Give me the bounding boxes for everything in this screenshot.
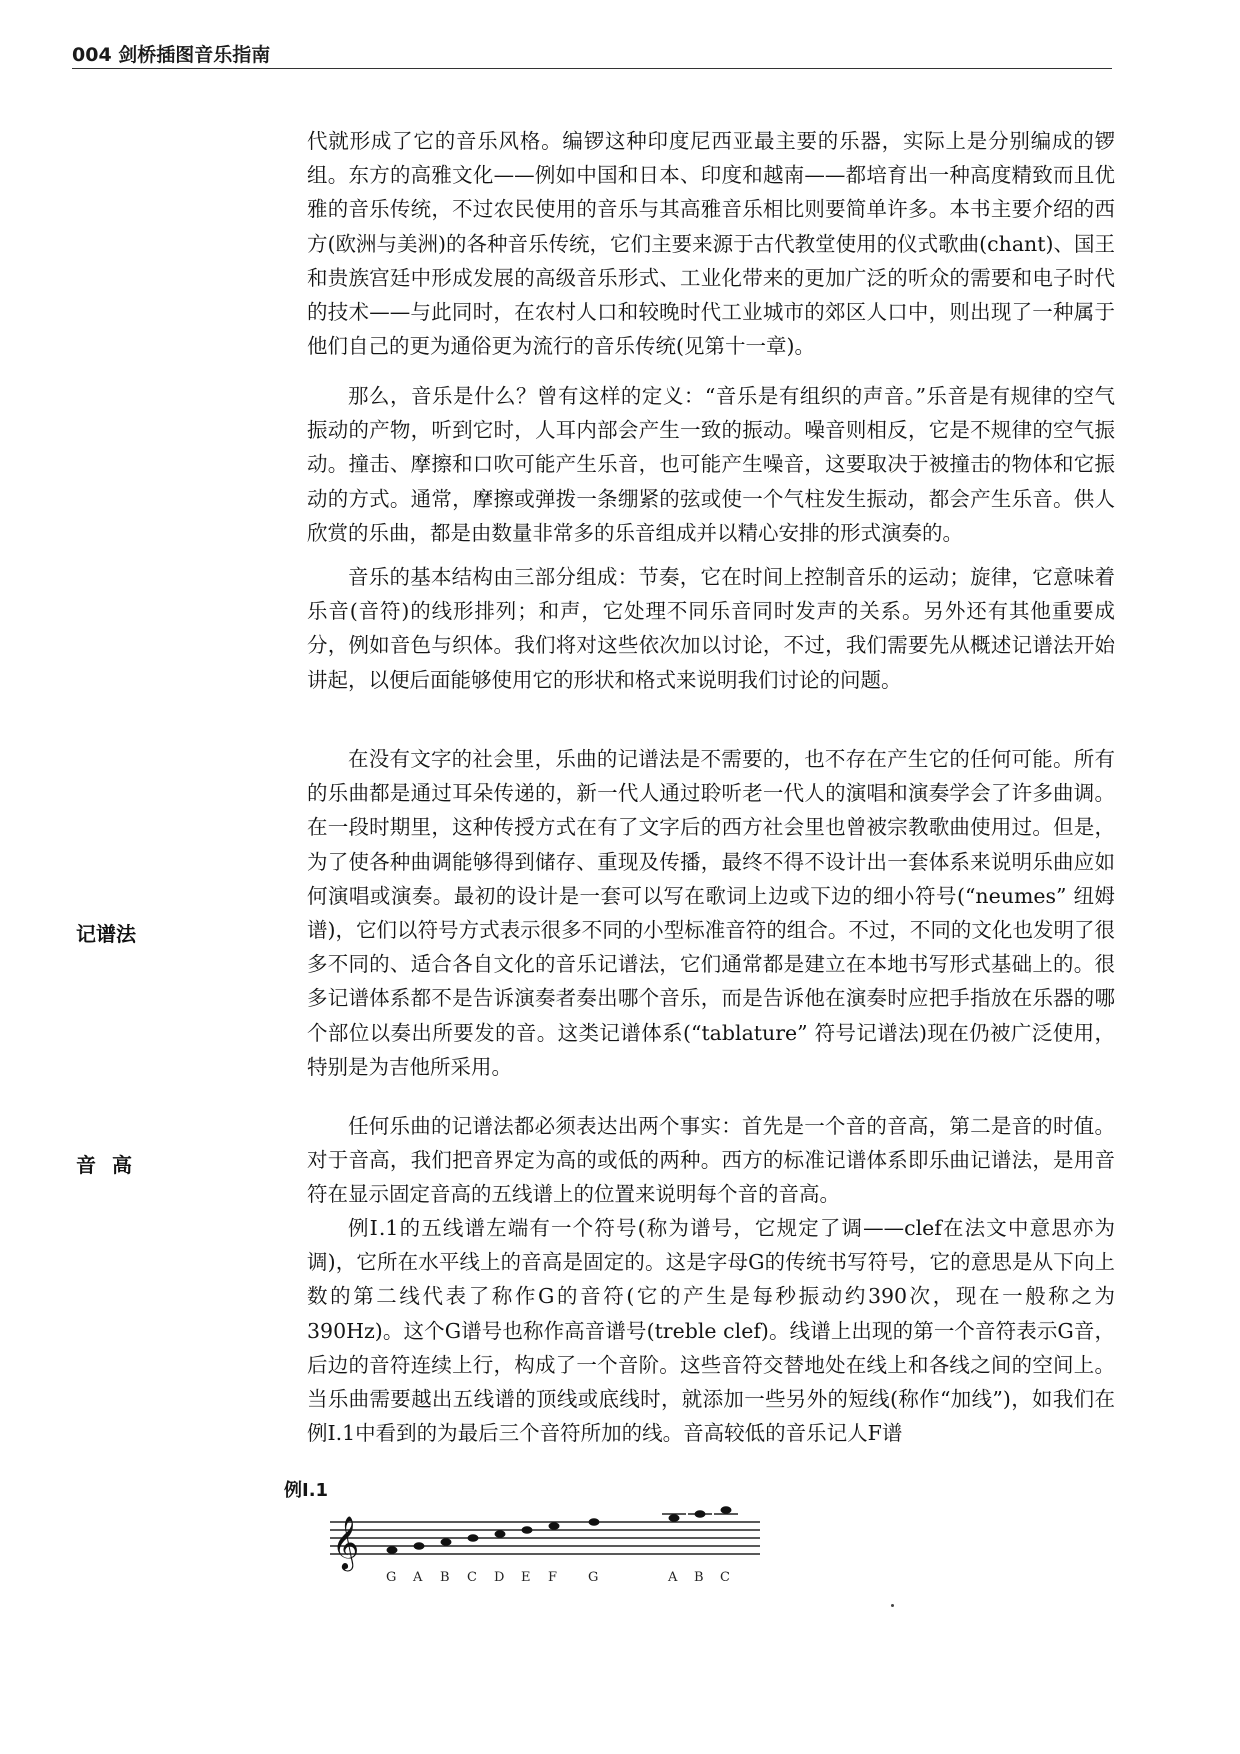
note-head [387, 1546, 398, 1554]
print-speck [891, 1604, 894, 1607]
note-name: E [521, 1570, 531, 1585]
note-name: A [413, 1570, 423, 1585]
note-head [695, 1510, 706, 1518]
header-rule [72, 68, 1112, 69]
sidebar-heading-pitch: 音高 [76, 1153, 148, 1177]
running-header [72, 40, 1112, 70]
treble-clef-icon: 𝄞 [332, 1515, 360, 1569]
note-head [721, 1506, 732, 1514]
note-head [589, 1518, 600, 1526]
note-head [414, 1542, 425, 1550]
note-head [669, 1514, 680, 1522]
paragraph-6: 例Ⅰ.1的五线谱左端有一个符号(称为谱号，它规定了调——clef在法文中意思亦为调)，它所在水平线上的音高是固定的。这是字母G的传统书写符号，它的意思是从下向上数的第二线代表了称作G的音符(它的产生是每秒振动约390次，现在一般称之为390Hz)。这个G谱号也称作高音谱号(treble clef)。线谱上出现的第一个音符表示G音，后边的音符连续上行，构成了一个音阶。这些音符交替地处在线上和各线之间的空间上。当乐曲需要越出五线谱的顶线或底线时，就添加一些另外的短线(称作“加线”)，如我们在例Ⅰ.1中看到的为最后三个音符所加的线。音高较低的音乐记人F谱 [307, 1216, 1115, 1446]
note-name: D [494, 1570, 505, 1585]
paragraph-4: 在没有文字的社会里，乐曲的记谱法是不需要的，也不存在产生它的任何可能。所有的乐曲都是通过耳朵传递的，新一代人通过聆听老一代人的演唱和演奏学会了许多曲调。在一段时期里，这种传授方式在有了文字后的西方社会里也曾被宗教歌曲使用过。但是，为了使各种曲调能够得到储存、重现及传播，最终不得不设计出一套体系来说明乐曲应如何演唱或演奏。最初的设计是一套可以写在歌词上边或下边的细小符号(“neumes” 纽姆谱)，它们以符号方式表示很多不同的小型标准音符的组合。不过，不同的文化也发明了很多不同的、适合各自文化的音乐记谱法，它们通常都是建立在本地书写形式基础上的。很多记谱体系都不是告诉演奏者奏出哪个音乐，而是告诉他在演奏时应把手指放在乐器的哪个部位以奏出所要发的音。这类记谱体系(“tablature” 符号记谱法)现在仍被广泛使用，特别是为吉他所采用。 [307, 747, 1115, 1079]
note-name: F [548, 1570, 558, 1585]
note-name: G [588, 1570, 599, 1585]
note-head [495, 1530, 506, 1538]
note-name-row [386, 1570, 730, 1592]
note-head [549, 1522, 560, 1530]
example-label: 例Ⅰ.1 [284, 1480, 329, 1501]
sidebar-heading-notation: 记谱法 [76, 922, 136, 946]
note-name: B [440, 1570, 450, 1585]
note-name: C [467, 1570, 477, 1585]
page-header-title: 004 剑桥插图音乐指南 [72, 44, 271, 66]
paragraph-1: 代就形成了它的音乐风格。编锣这种印度尼西亚最主要的乐器，实际上是分别编成的锣组。东方的高雅文化——例如中国和日本、印度和越南——都培育出一种高度精致而且优雅的音乐传统，不过农民使用的音乐与其高雅音乐相比则要简单许多。本书主要介绍的西方(欧洲与美洲)的各种音乐传统，它们主要来源于古代教堂使用的仪式歌曲(chant)、国王和贵族宫廷中形成发展的高级音乐形式、工业化带来的更加广泛的听众的需要和电子时代的技术——与此同时，在农村人口和较晚时代工业城市的郊区人口中，则出现了一种属于他们自己的更为通俗更为流行的音乐传统(见第十一章)。 [307, 129, 1115, 359]
note-name: B [694, 1570, 704, 1585]
note-name: G [386, 1570, 397, 1585]
note-name: A [668, 1570, 678, 1585]
paragraph-3: 音乐的基本结构由三部分组成：节奏，它在时间上控制音乐的运动；旋律，它意味着乐音(音符)的线形排列；和声，它处理不同乐音同时发声的关系。另外还有其他重要成分，例如音色与织体。我们将对这些依次加以讨论，不过，我们需要先从概述记谱法开始讲起，以便后面能够使用它的形状和格式来说明我们讨论的问题。 [307, 565, 1115, 692]
paragraph-5: 任何乐曲的记谱法都必须表达出两个事实：首先是一个音的音高，第二是音的时值。对于音高，我们把音界定为高的或低的两种。西方的标准记谱体系即乐曲记谱法，是用音符在显示固定音高的五线谱上的位置来说明每个音的音高。 [307, 1114, 1115, 1207]
paragraph-2: 那么，音乐是什么？曾有这样的定义：“音乐是有组织的声音。”乐音是有规律的空气振动的产物，听到它时，人耳内部会产生一致的振动。噪音则相反，它是不规律的空气振动。撞击、摩擦和口吹可能产生乐音，也可能产生噪音，这要取决于被撞击的物体和它振动的方式。通常，摩擦或弹拨一条绷紧的弦或使一个气柱发生振动，都会产生乐音。供人欣赏的乐曲，都是由数量非常多的乐音组成并以精心安排的形式演奏的。 [307, 384, 1115, 545]
note-head [468, 1534, 479, 1542]
note-name: C [720, 1570, 730, 1585]
note-head [522, 1526, 533, 1534]
note-head [441, 1538, 452, 1546]
